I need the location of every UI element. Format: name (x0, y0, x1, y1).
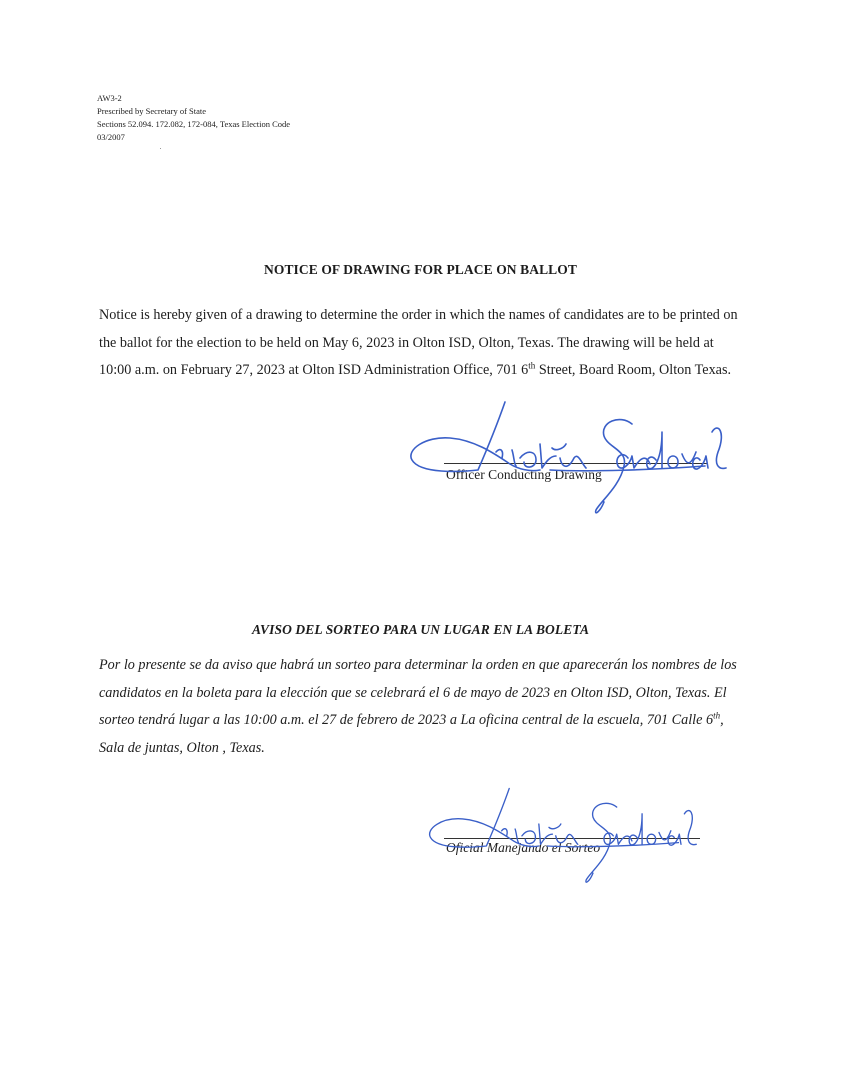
form-sections: Sections 52.094. 172.082, 172-084, Texas Election Code (97, 119, 291, 129)
ordinal-suffix: th (713, 710, 721, 721)
notice-body-spanish-part2: , Sala de juntas, Olton , Texas. (99, 712, 724, 756)
form-date: 03/2007 (97, 132, 125, 142)
scan-speck (160, 148, 161, 149)
notice-body-english-part1: Notice is hereby given of a drawing to determine the order in which the names of candidates are to be printed on the ballot for the election to be held on May 6, 2023 in Olton ISD, Olton, Texas. The drawing will be held at 10:00 a.m. on February 27, 2023 at Olton ISD Administration Office, 701 6 (99, 307, 738, 378)
notice-title-english: NOTICE OF DRAWING FOR PLACE ON BALLOT (264, 262, 577, 277)
form-header (97, 92, 290, 144)
handwritten-signature-english (400, 392, 730, 522)
form-code: AW3-2 (97, 93, 122, 103)
notice-body-spanish (99, 652, 749, 762)
signature-label-spanish: Oficial Manejando el Sorteo (446, 840, 601, 855)
notice-body-english (99, 302, 749, 385)
notice-title-spanish: AVISO DEL SORTEO PARA UN LUGAR EN LA BOLETA (251, 622, 590, 637)
notice-body-english-part2: Street, Board Room, Olton Texas. (535, 362, 732, 378)
notice-body-spanish-part1: Por lo presente se da aviso que habrá un sorteo para determinar la orden en que aparecerán los nombres de los candidatos en la boleta para la elección que se celebrará el 6 de mayo de 2023 en Olton ISD, Olton, Texas. El sorteo tendrá lugar a las 10:00 a.m. el 27 de febrero de 2023 a La oficina central de la escuela, 701 Calle 6 (99, 657, 737, 728)
form-prescribed-by: Prescribed by Secretary of State (97, 106, 207, 116)
ordinal-suffix: th (528, 360, 536, 371)
handwritten-signature-spanish (400, 780, 720, 890)
signature-label-english: Officer Conducting Drawing (446, 467, 602, 482)
